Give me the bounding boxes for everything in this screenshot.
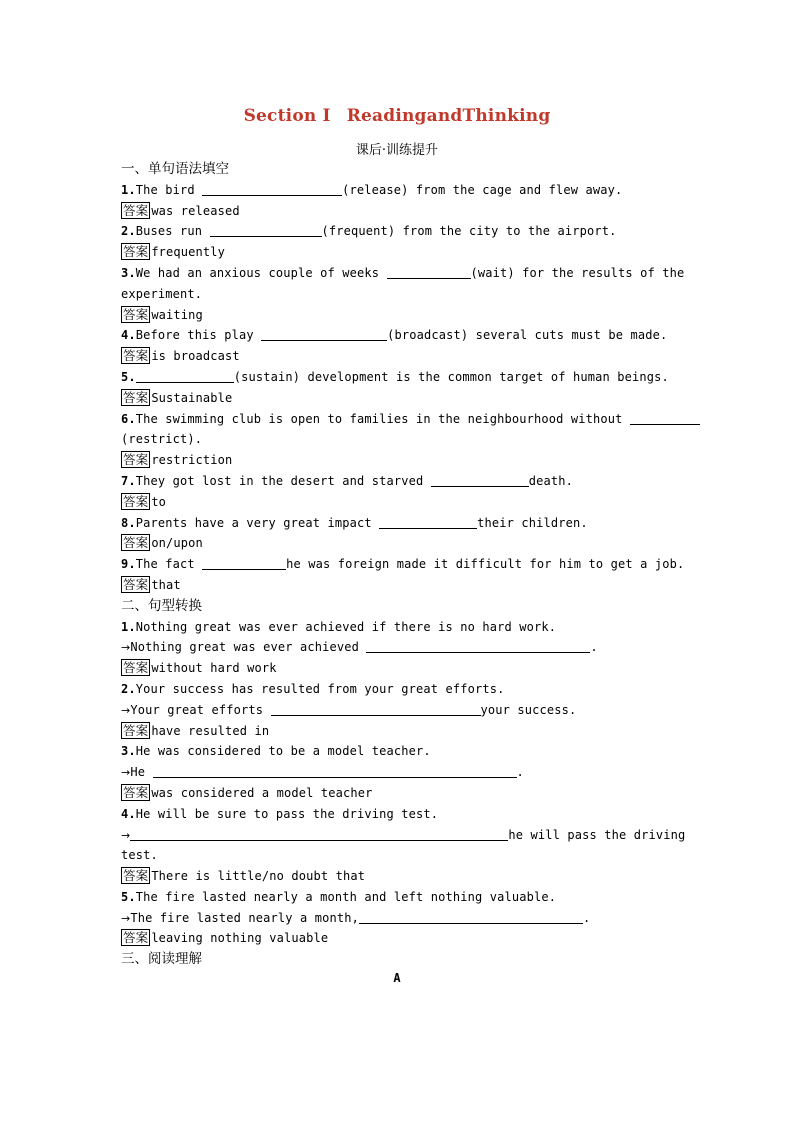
arrow-icon: →: [121, 641, 131, 655]
transform-4-rewrite: → he will pass the driving: [121, 827, 686, 842]
transform-2-rewrite: →Your great efforts your success.: [121, 702, 577, 717]
exercise-content: [121, 159, 686, 970]
section-number: Section Ⅰ: [243, 106, 331, 126]
question-5: 5. (sustain) development is the common target of human beings.: [121, 369, 669, 384]
arrow-icon: →: [121, 911, 131, 925]
answer-label: 答案: [123, 244, 149, 260]
answer-4: 答案 is broadcast: [123, 348, 240, 364]
answer-blank: [271, 702, 481, 716]
transform-answer-5: 答案 leaving nothing valuable: [123, 930, 329, 946]
transform-1-rewrite: →Nothing great was ever achieved .: [121, 640, 598, 655]
question-4: 4.Before this play (broadcast) several cuts must be made.: [121, 328, 668, 343]
answer-blank: [387, 265, 471, 279]
transform-3: 3.He was considered to be a model teacher.: [121, 744, 431, 759]
question-3-cont: experiment.: [121, 286, 203, 301]
answer-label: 答案: [123, 576, 149, 592]
answer-label: 答案: [123, 660, 149, 676]
part3-heading: 三、阅读理解: [121, 951, 202, 968]
transform-answer-4: 答案 There is little/no doubt that: [123, 868, 366, 884]
arrow-icon: →: [121, 703, 131, 717]
subtitle: 课后·训练提升: [355, 143, 439, 158]
transform-answer-1: 答案 without hard work: [123, 660, 277, 676]
answer-label: 答案: [123, 452, 149, 468]
answer-blank: [136, 369, 234, 383]
question-6: 6.The swimming club is open to families in the neighbourhood without: [121, 409, 677, 430]
answer-blank: [359, 910, 583, 924]
part1-heading: 一、单句语法填空: [121, 161, 229, 177]
answer-label: 答案: [123, 202, 149, 218]
question-3: 3.We had an anxious couple of weeks (wait) for the results of the: [121, 265, 685, 280]
transform-4-cont: test.: [121, 848, 158, 863]
question-9: 9.The fact he was foreign made it difficult for him to get a job.: [121, 557, 685, 572]
transform-answer-2: 答案 have resulted in: [123, 722, 270, 738]
answer-5: 答案 Sustainable: [123, 389, 233, 405]
answer-blank: [630, 411, 700, 425]
transform-5-rewrite: →The fire lasted nearly a month, .: [121, 910, 591, 925]
answer-label: 答案: [123, 389, 149, 405]
passage-label: A: [393, 971, 401, 985]
question-1: 1.The bird (release) from the cage and flew away.: [121, 182, 623, 197]
question-6-cont: (restrict).: [121, 432, 203, 447]
question-8: 8.Parents have a very great impact their children.: [121, 515, 588, 530]
answer-blank: [366, 639, 590, 653]
answer-1: 答案 was released: [123, 202, 240, 218]
answer-blank: [153, 764, 517, 778]
answer-blank: [431, 473, 529, 487]
transform-2: 2.Your success has resulted from your great efforts.: [121, 681, 505, 696]
section-name: ReadingandThinking: [346, 106, 551, 126]
answer-blank: [210, 223, 322, 237]
answer-label: 答案: [123, 493, 149, 509]
answer-blank: [202, 182, 342, 196]
answer-8: 答案 on/upon: [123, 535, 203, 551]
section-title: [0, 106, 794, 126]
transform-3-rewrite: →He .: [121, 765, 524, 780]
answer-2: 答案 frequently: [123, 244, 226, 260]
answer-label: 答案: [123, 930, 149, 946]
transform-5: 5.The fire lasted nearly a month and left nothing valuable.: [121, 889, 557, 904]
answer-label: 答案: [123, 868, 149, 884]
part2-heading: 二、句型转换: [121, 597, 202, 614]
answer-label: 答案: [123, 535, 149, 551]
answer-7: 答案 to: [123, 493, 167, 509]
answer-label: 答案: [123, 306, 149, 322]
answer-label: 答案: [123, 722, 149, 738]
transform-4: 4.He will be sure to pass the driving test.: [121, 806, 439, 821]
arrow-icon: →: [121, 828, 131, 842]
answer-3: 答案 waiting: [123, 306, 203, 322]
answer-label: 答案: [123, 348, 149, 364]
answer-blank: [130, 827, 508, 841]
transform-1: 1.Nothing great was ever achieved if there is no hard work.: [121, 619, 557, 634]
answer-blank: [379, 515, 477, 529]
answer-9: 答案 that: [123, 576, 181, 592]
question-7: 7.They got lost in the desert and starved death.: [121, 473, 573, 488]
answer-blank: [261, 327, 387, 341]
answer-label: 答案: [123, 784, 149, 800]
answer-6: 答案 restriction: [123, 452, 233, 468]
question-2: 2.Buses run (frequent) from the city to the airport.: [121, 224, 617, 239]
answer-blank: [202, 556, 286, 570]
transform-answer-3: 答案 was considered a model teacher: [123, 784, 373, 800]
arrow-icon: →: [121, 766, 131, 780]
